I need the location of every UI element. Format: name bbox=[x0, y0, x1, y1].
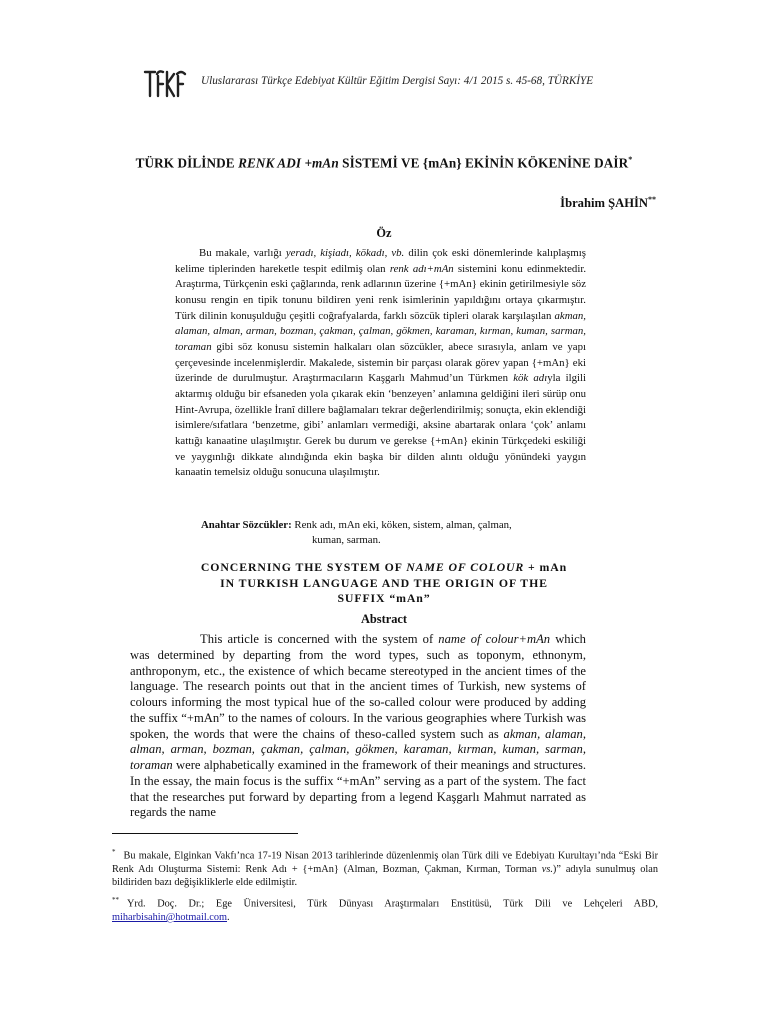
keywords-label: Anahtar Sözcükler: bbox=[201, 519, 292, 531]
journal-header bbox=[143, 66, 663, 102]
keywords: Anahtar Sözcükler: Renk adı, mAn eki, köken, sistem, alman, çalman, bbox=[201, 519, 512, 531]
footnote-marker: * bbox=[628, 155, 633, 164]
footnote-marker: ** bbox=[648, 195, 656, 204]
svg-text:TEKE: TEKE bbox=[166, 99, 169, 100]
oz-heading: Öz bbox=[376, 226, 392, 240]
abstract-heading: Abstract bbox=[360, 612, 408, 626]
article-title: TÜRK DİLİNDE RENK ADI +mAn SİSTEMİ VE {mAn} EKİNİN KÖKENİNE DAİR* bbox=[135, 155, 633, 171]
footnote-1: * Bu makale, Elginkan Vakfı’nca 17-19 Nisan 2013 tarihlerinde düzenlenmiş olan Türk dili ve Edebiyatı Kurultayı’nda “Eski Bir Renk Adı Oluşturma Sistemi: Renk Adı + {+mAn} (Alman, Bozman, Çakman, Kırman, Torman vs.)” adıyla sunulmuş olan bildiriden bazı değişikliklerle elde edilmiştir. bbox=[112, 848, 658, 889]
journal-info: Uluslararası Türkçe Edebiyat Kültür Eğitim Dergisi Sayı: 4/1 2015 s. 45-68, TÜRKİYE bbox=[201, 75, 594, 87]
footnote-divider bbox=[112, 833, 298, 834]
oz-paragraph: Bu makale, varlığı yeradı, kişiadı, kökadı, vb. dilin çok eski dönemlerinde kalıplaşmış kelime tiplerinden hareketle tespit edilmiş olan renk adı+mAn sistemini konu edinmektedir. Araştırma, Türkçenin eski çağlarında, renk adlarının üzerine {+mAn} ekinin getirilmesiyle söz konusu rengin en tipik tonunu bildiren yeni renk isimlerinin yapıldığını ortaya çıkarmıştır. Türk dilinin konuşulduğu çeşitli coğrafyalarda, farklı sözcük tipleri olarak karşılaşılan akman, alaman, alman, arman, bozman, çakman, çalman, gökmen, karaman, kırman, kuman, sarman, toraman gibi söz konusu sistemin halkaları olan sözcükler, abece sırasıyla, anlam ve yapı çerçevesinde incelenmişlerdir. Makalede, sistemin bir parçası olarak görev yapan {+mAn} eki üzerinde de durulmuştur. Araştırmacıların Kaşgarlı Mahmud’un Türkmen kök adıyla ilgili aktarmış olduğu bir efsaneden yola çıkarak ekin ‘benzeyen’ anlamına geldiğini ileri sürüp onu Hint-Avrupa, özellikle İranî dillere bağlamaları tekrar değerlendirilmiş; sonuçta, ekin eklendiği isimlere/sıfatlara ‘benzetme, gibi’ anlamları vermediği, aksine abartarak onlara ‘çok’ anlamı kattığı kanaatine ulaşılmıştır. Gerek bu durum ve gerekse {+mAn} ekinin Türkçedeki eskiliği ve yaygınlığı dikkate alındığında ekin başka bir dilden alıntı olduğu yönündeki yaygın kanaatin temelsiz olduğu sonucuna ulaşılmıştır. bbox=[175, 247, 587, 479]
english-title: CONCERNING THE SYSTEM OF NAME OF COLOUR + mAn IN TURKISH LANGUAGE AND THE ORIGIN OF THE SUFFIX “mAn” bbox=[200, 560, 568, 605]
keywords-continuation: kuman, sarman. bbox=[312, 534, 381, 546]
author-email-link[interactable]: miharbisahin@hotmail.com bbox=[112, 911, 228, 923]
footnote-2: ** Yrd. Doç. Dr.; Ege Üniversitesi, Türk Dünyası Araştırmaları Enstitüsü, Türk Dili ve Lehçeleri ABD, miharbisahin@hotmail.com. bbox=[112, 896, 658, 923]
journal-logo bbox=[143, 66, 189, 100]
author-name: İbrahim ŞAHİN** bbox=[560, 195, 656, 211]
abstract-paragraph: This article is concerned with the system of name of colour+mAn which was determined by departing from the word types, such as toponym, ethnonym, anthroponym, etc., the existence of which became stereotyped in the ancient times of the language. The research points out that in the ancient times of Turkish, new systems of colours informing the most typical hue of the so-called colour were produced by adding the suffix “+mAn” to the names of colours. In the various geographies where Turkish was spoken, the words that were the chains of theso-called system such as akman, alaman, alman, arman, bozman, çakman, çalman, gökmen, karaman, kırman, kuman, sarman, toraman were alphabetically examined in the framework of their meanings and structures. In the essay, the main focus is the suffix “+mAn” serving as a part of the system. The fact that the researches put forward by departing from a legend Kaşgarlı Mahmut narrated as regards the name bbox=[130, 632, 586, 820]
